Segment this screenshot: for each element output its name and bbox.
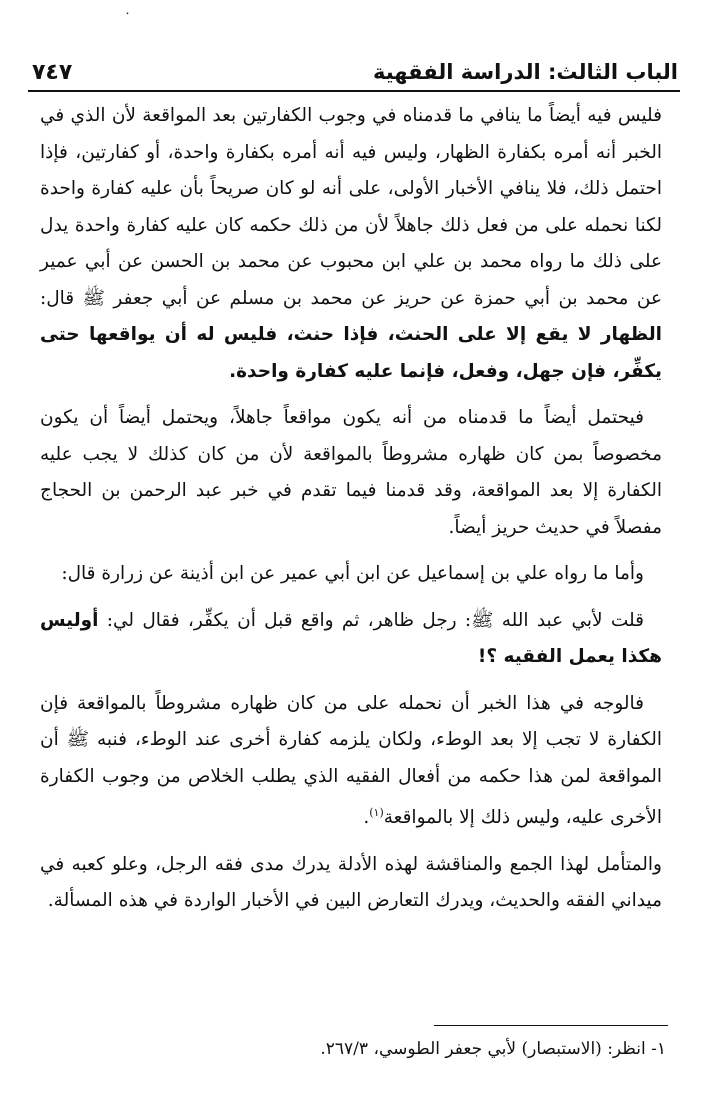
paragraph-4: [40, 603, 662, 676]
paragraph-6-text: والمتأمل لهذا الجمع والمناقشة لهذه الأدلة يدرك مدى فقه الرجل، وعلو كعبه في ميداني الفقه والحديث، ويدرك التعارض البين في الأخبار الواردة في هذه المسألة.: [40, 853, 662, 912]
paragraph-2-text: فيحتمل أيضاً ما قدمناه من أنه يكون مواقعاً جاهلاً، ويحتمل أيضاً أن يكون مخصوصاً بمن كان ظهاره مشروطاً بالمواقعة لأن من كان كذلك لا يجب عليه الكفارة إلا بعد المواقعة، وقد قدمنا فيما تقدم في خبر عبد الرحمن بن الحجاج مفصلاً في حديث حريز أيضاً.: [40, 407, 662, 538]
paragraph-5-text: فالوجه في هذا الخبر أن نحمله على من كان ظهاره مشروطاً بالمواقعة فإن الكفارة لا تجب إلا بعد الوطء، ولكان يلزمه كفارة أخرى عند الوطء، فنبه ﷺ أن المواقعة لمن هذا حكمه من أفعال الفقيه الذي يطلب الخلاص من وجوب الكفارة الأخرى عليه، وليس ذلك إلا بالمواقعة: [40, 692, 662, 829]
page-header: [28, 58, 680, 92]
paragraph-1-text: فليس فيه أيضاً ما ينافي ما قدمناه في وجوب الكفارتين بعد المواقعة لأن الذي في الخبر أنه أمره بكفارة الظهار، وليس فيه أنه أمره بكفارة واحدة، أو كفارتين، فإذا احتمل ذلك، فلا ينافي الأخبار الأولى، على أنه لو كان صريحاً بأن عليه كفارة واحدة لكنا نحمله على من فعل ذلك جاهلاً لأن من ذلك حكمه كان عليه كفارة واحدة يدل على ذلك ما رواه محمد بن علي ابن محبوب عن محمد بن الحسن عن أبي عمير عن محمد بن أبي حمزة عن حريز عن محمد بن مسلم عن أبي جعفر ﷺ قال:: [40, 105, 662, 309]
footnote-reference[interactable]: (١): [369, 806, 384, 819]
running-title: الباب الثالث: الدراسة الفقهية: [372, 60, 678, 84]
footnote: ١- انظر: (الاستبصار) لأبي جعفر الطوسي، ٢٦٧/٣.: [320, 1039, 666, 1059]
paragraph-5: [40, 686, 662, 837]
paragraph-2: [40, 400, 662, 546]
paragraph-3: [40, 556, 662, 593]
paragraph-4-text: قلت لأبي عبد الله ﷺ: رجل ظاهر، ثم واقع قبل أن يكفِّر، فقال لي:: [98, 609, 644, 631]
paragraph-4-hadith-quote: أوليس هكذا يعمل الفقيه ؟!: [40, 609, 662, 667]
footnote-divider: [434, 1025, 668, 1026]
paragraph-6: [40, 847, 662, 920]
paragraph-5-end: .: [363, 807, 370, 829]
page-number: ٧٤٧: [32, 60, 73, 85]
corner-mark: ٠: [124, 6, 131, 21]
paragraph-1-hadith-quote: الظهار لا يقع إلا على الحنث، فإذا حنث، فليس له أن يواقعها حتى يكفِّر، فإن جهل، وفعل، فإنما عليه كفارة واحدة.: [40, 324, 662, 382]
body-text: [40, 98, 662, 930]
paragraph-3-text: وأما ما رواه علي بن إسماعيل عن ابن أبي عمير عن ابن أذينة عن زرارة قال:: [61, 563, 644, 584]
paragraph-1: [40, 98, 662, 390]
